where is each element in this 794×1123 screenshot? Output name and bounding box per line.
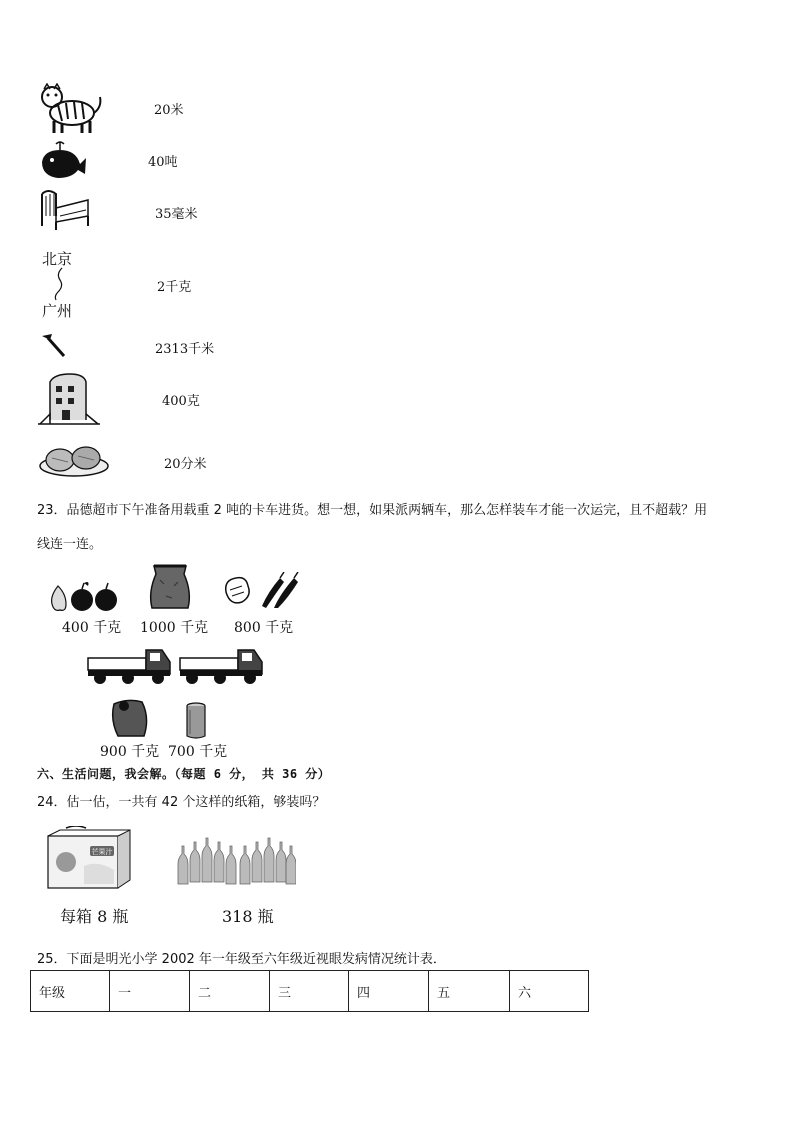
weight-label: 1000 千克 [140,620,209,636]
tiger-icon [38,83,104,135]
vegetables-icon [222,572,302,610]
table-cell: 一 [110,971,190,1012]
question-25: 25．下面是明光小学 2002 年一年级至六年级近视眼发病情况统计表． [37,952,446,967]
table-cell: 五 [429,971,510,1012]
match-label: 2313千米 [155,342,215,357]
nail-icon [38,330,70,360]
map-city-top: 北京 [42,250,73,268]
barrel-icon [184,702,208,740]
match-label: 20分米 [164,457,207,472]
question-23-line2: 线连一连。 [37,537,103,552]
myopia-stats-table [30,970,589,1012]
match-label: 40吨 [148,155,178,170]
match-label: 400克 [162,394,200,409]
truck-icon [178,644,266,686]
weight-label: 400 千克 [62,620,122,636]
building-icon [38,370,100,426]
bottles-caption: 318 瓶 [222,907,274,926]
juice-box-icon [40,826,132,890]
bed-icon [38,186,94,232]
weight-label: 700 千克 [168,744,228,760]
table-header-row [31,971,589,1012]
table-cell: 年级 [31,971,110,1012]
match-label: 2千克 [157,280,192,295]
table-cell: 六 [510,971,589,1012]
table-cell: 二 [190,971,270,1012]
truck-icon [86,644,174,686]
small-sack-icon [108,696,152,740]
bottles-icon [176,832,296,890]
match-label: 20米 [154,103,184,118]
route-line [42,266,82,302]
weight-label: 900 千克 [100,744,160,760]
sack-icon [146,562,194,612]
table-cell: 三 [270,971,349,1012]
whale-icon [38,140,88,180]
map-city-bottom: 广州 [42,302,73,320]
box-brand: 芒果汁 [91,848,113,856]
box-caption: 每箱 8 瓶 [60,907,129,926]
table-cell: 四 [349,971,429,1012]
question-24: 24．估一估，一共有 42 个这样的纸箱，够装吗？ [37,795,326,810]
question-23-line1: 23．品德超市下午准备用载重 2 吨的卡车进货。想一想，如果派两辆车，那么怎样装车才能一次运完，且不超载？用 [37,503,708,518]
section-6-title: 六、生活问题，我会解。（每题 6 分， 共 36 分） [37,767,331,781]
weight-label: 800 千克 [234,620,294,636]
plate-of-food-icon [38,440,110,478]
fruit-icon [46,578,122,614]
match-label: 35毫米 [155,207,198,222]
